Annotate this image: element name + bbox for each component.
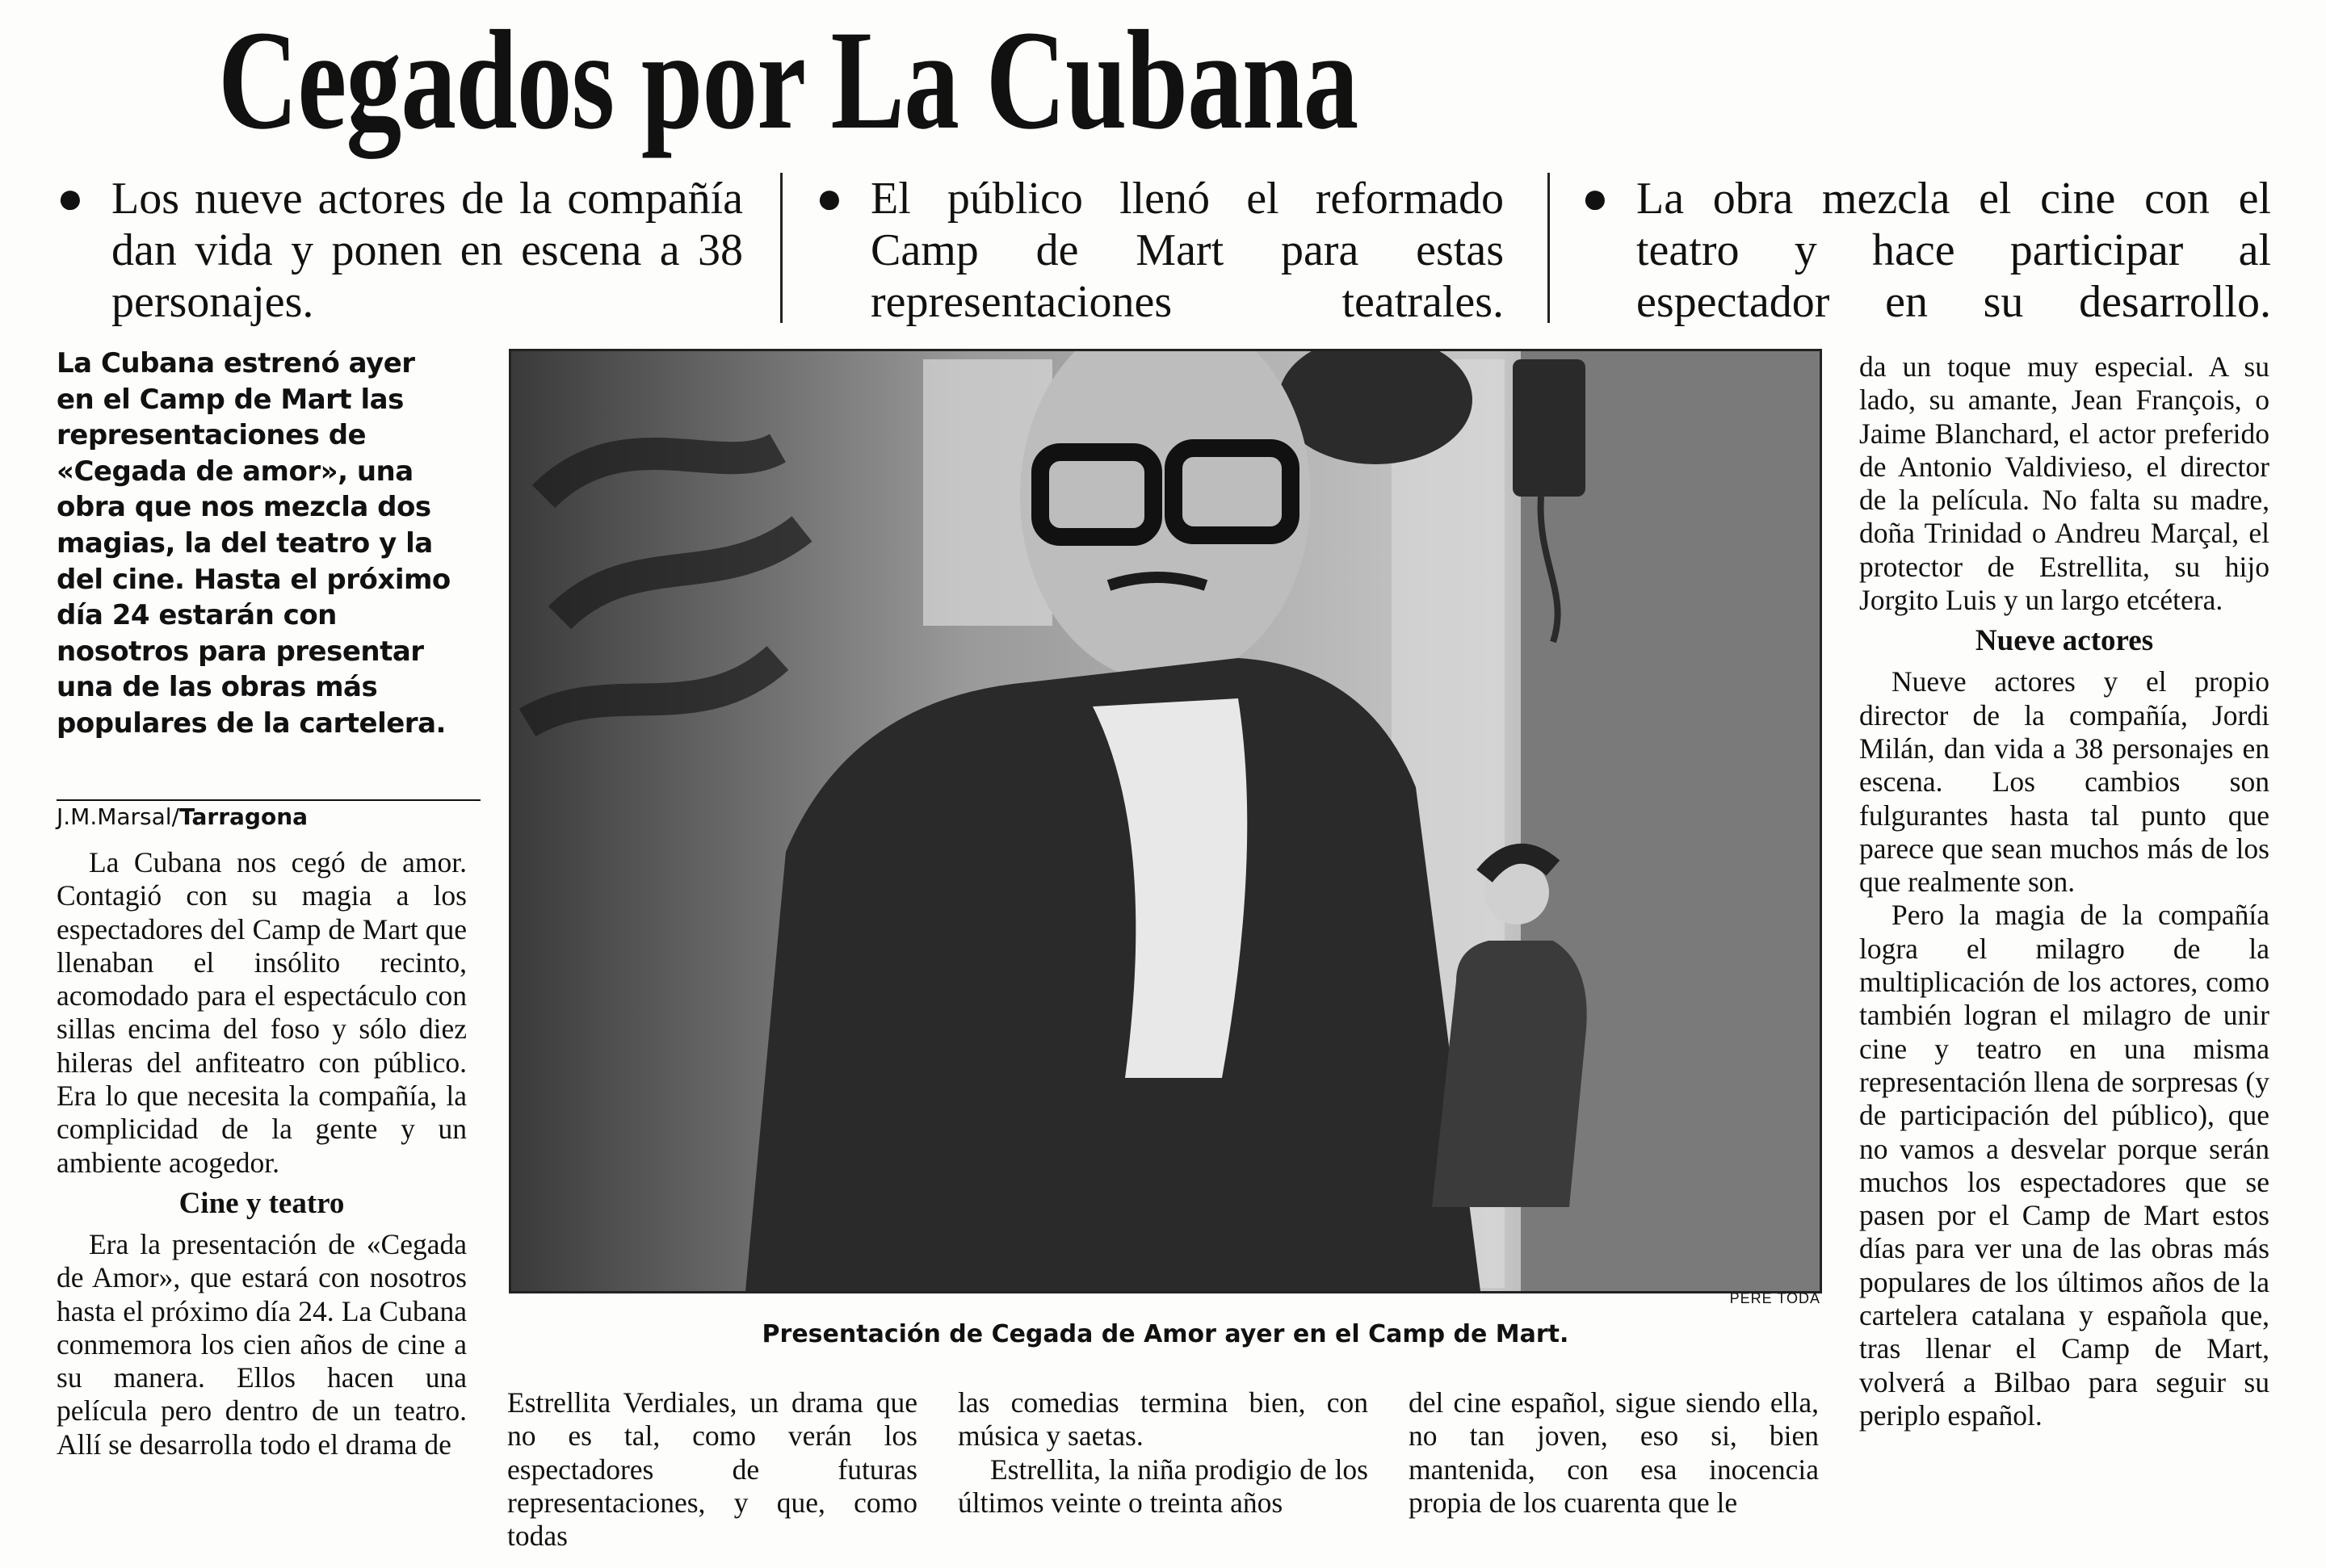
body-paragraph: las comedias termina bien, con música y saetas. <box>958 1386 1368 1453</box>
bullet-icon: ● <box>816 174 843 224</box>
headline: Cegados por La Cubana <box>218 2 1358 159</box>
bullet-icon: ● <box>57 174 84 224</box>
article-column-2 <box>507 1386 917 1553</box>
lead-paragraph: La Cubana estrenó ayer en el Camp de Mart las representaciones de «Cegada de amor», una obra que nos mezcla dos magias, la del teatro y la del cine. Hasta el próximo día 24 estarán con nosotros para presentar una de las obras más populares de la cartelera. <box>57 347 451 740</box>
article-column-1 <box>57 846 467 1461</box>
deck-item-2 <box>816 173 1504 342</box>
byline <box>57 799 481 832</box>
column-rule <box>780 173 783 323</box>
article-column-3 <box>958 1386 1368 1520</box>
deck-text-3: La obra mezcla el cine con el teatro y hace participar al espectador en su desarrollo. <box>1636 174 2271 327</box>
photo-caption: Presentación de Cegada de Amor ayer en el Camp de Mart. <box>762 1320 1569 1348</box>
byline-place: Tarragona <box>179 803 309 830</box>
body-paragraph: del cine español, sigue siendo ella, no tan joven, eso si, bien mantenida, con esa inocencia propia de los cuarenta que le <box>1409 1386 1819 1519</box>
body-paragraph: Estrellita Verdiales, un drama que no es tal, como verán los espectadores de futuras representaciones, y que, como todas <box>507 1386 917 1553</box>
deck-text-1: Los nueve actores de la compañía dan vida y ponen en escena a 38 personajes. <box>111 174 743 327</box>
article-column-4 <box>1409 1386 1819 1520</box>
column-rule <box>1547 173 1550 323</box>
subheading: Nueve actores <box>1975 624 2154 658</box>
article-column-5 <box>1859 350 2269 1432</box>
article-photo <box>509 349 1822 1293</box>
photo-illustration <box>511 351 1820 1291</box>
body-paragraph: La Cubana nos cegó de amor. Contagió con su magia a los espectadores del Camp de Mart que llenaban el insólito recinto, acomodado para el espectáculo con sillas encima del foso y sólo diez hileras del anfiteatro con público. Era lo que necesita la compañía, la complicidad de la gente y un ambiente acogedor. <box>57 846 467 1179</box>
deck-text-2: El público llenó el reformado Camp de Mart para estas representaciones teatrales. <box>871 174 1504 327</box>
subheading: Cine y teatro <box>178 1186 345 1220</box>
body-paragraph: Era la presentación de «Cegada de Amor», que estará con nosotros hasta el próximo día 24. La Cubana conmemora los cien años de cine a su manera. Ellos hacen una película pero dentro de un teatro. Allí se desarrolla todo el drama de <box>57 1227 467 1461</box>
deck-item-1 <box>57 173 743 342</box>
deck-item-3 <box>1581 173 2271 342</box>
byline-author: J.M.Marsal/ <box>57 803 180 830</box>
bullet-icon: ● <box>1581 174 1609 224</box>
body-paragraph: Pero la magia de la compañía logra el milagro de la multiplicación de los actores, como también logran el milagro de unir cine y teatro en una misma representación llena de sorpresas (y de participación del público), que no vamos a desvelar porque serán muchos los espectadores que se pasen por el Camp de Mart estos días para ver una de las obras más populares de los últimos años de la cartelera catalana y española que, tras llenar el Camp de Mart, volverá a Bilbao para seguir su periplo español. <box>1859 899 2269 1432</box>
body-paragraph: da un toque muy especial. A su lado, su amante, Jean François, o Jaime Blanchard, el actor preferido de Antonio Valdivieso, el director de la película. No falta su madre, doña Trinidad o Andreu Marçal, el protector de Estrellita, su hijo Jorgito Luis y un largo etcétera. <box>1859 350 2269 617</box>
body-paragraph: Estrellita, la niña prodigio de los últimos veinte o treinta años <box>958 1453 1368 1519</box>
body-paragraph: Nueve actores y el propio director de la compañía, Jordi Milán, dan vida a 38 personajes en escena. Los cambios son fulgurantes hasta tal punto que parece que sean muchos más de los que realmente son. <box>1859 665 2269 899</box>
photo-credit: PERE TODA <box>1729 1290 1820 1306</box>
